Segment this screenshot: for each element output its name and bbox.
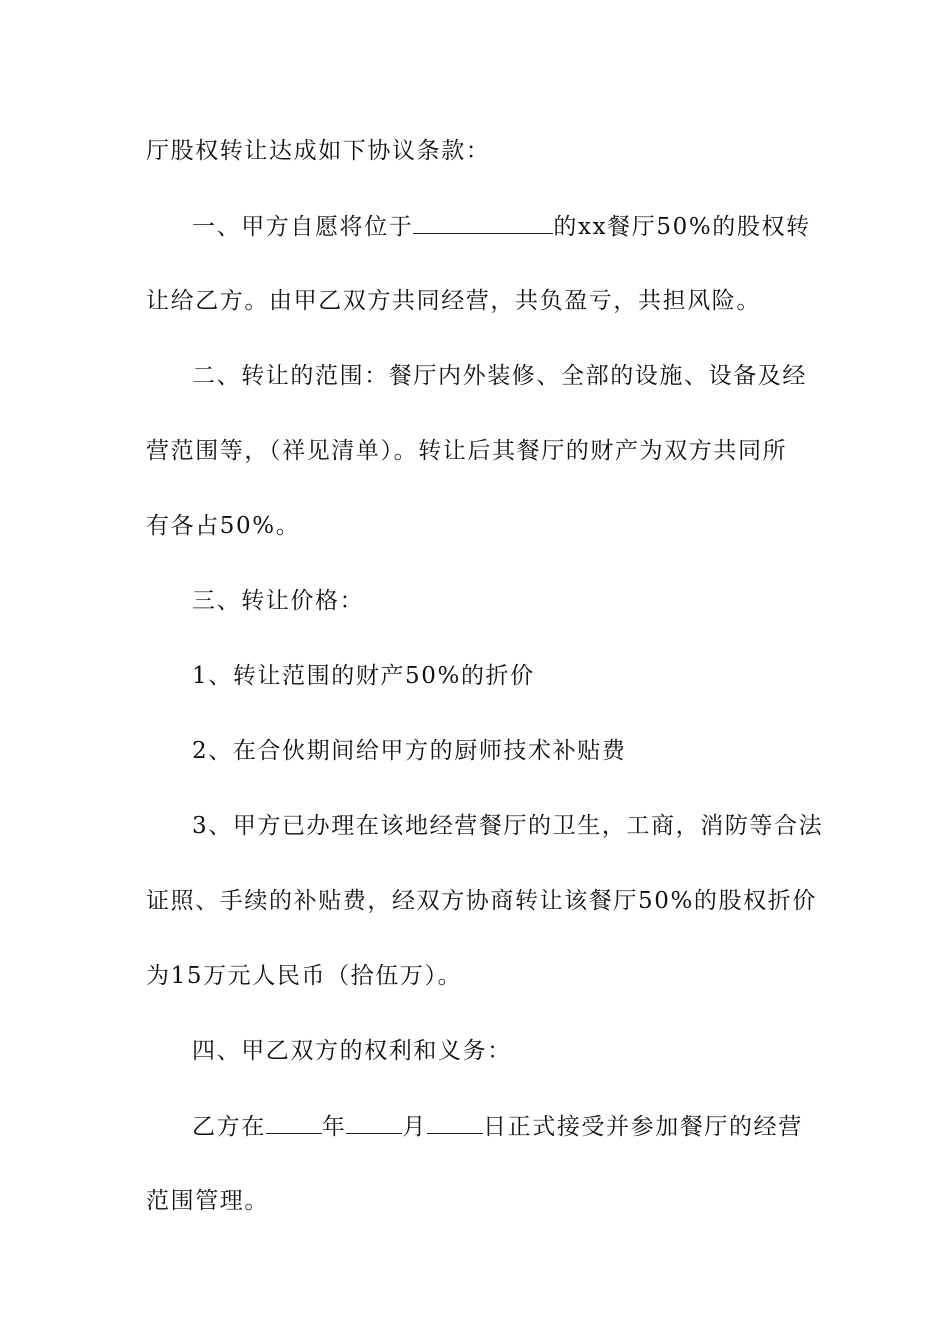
paragraph-line: 厅股权转让达成如下协议条款： xyxy=(146,138,491,164)
clause-3-heading: 三、转让价格： xyxy=(192,588,365,614)
clause-2-line-3: 有各占50%。 xyxy=(146,513,301,539)
month-label: 月 xyxy=(402,1114,428,1140)
location-blank[interactable] xyxy=(413,211,553,234)
clause-1-text-a: 一、甲方自愿将位于 xyxy=(192,214,414,240)
clause-3-item-3-line-1: 3、甲方已办理在该地经营餐厅的卫生，工商，消防等合法 xyxy=(192,813,824,839)
clause-2-line-2: 营范围等，（祥见清单）。转让后其餐厅的财产为双方共同所 xyxy=(146,438,788,464)
clause-1-line-2: 让给乙方。由甲乙双方共同经营，共负盈亏，共担风险。 xyxy=(146,288,761,314)
clause-2-line-1: 二、转让的范围：餐厅内外装修、全部的设施、设备及经 xyxy=(192,363,807,389)
month-blank[interactable] xyxy=(346,1111,402,1134)
clause-1-text-b: 的xx餐厅50%的股权转 xyxy=(553,214,811,240)
clause-4-heading: 四、甲乙双方的权利和义务： xyxy=(192,1038,512,1064)
clause-3-item-3-line-3: 为15万元人民币（拾伍万）。 xyxy=(146,963,463,989)
day-blank[interactable] xyxy=(427,1111,483,1134)
clause-3-item-1: 1、转让范围的财产50%的折价 xyxy=(192,663,535,689)
clause-4-line-2: 范围管理。 xyxy=(146,1188,269,1214)
clause-4-line-1 xyxy=(192,1111,852,1142)
year-label: 年 xyxy=(321,1114,347,1140)
clause-4-text-b: 日正式接受并参加餐厅的经营 xyxy=(483,1114,803,1140)
clause-3-item-3-line-2: 证照、手续的补贴费，经双方协商转让该餐厅50%的股权折价 xyxy=(146,888,817,914)
clause-1-line-1 xyxy=(192,211,852,242)
clause-3-item-2: 2、在合伙期间给甲方的厨师技术补贴费 xyxy=(192,738,627,764)
year-blank[interactable] xyxy=(266,1111,322,1134)
clause-4-text-a: 乙方在 xyxy=(192,1114,266,1140)
